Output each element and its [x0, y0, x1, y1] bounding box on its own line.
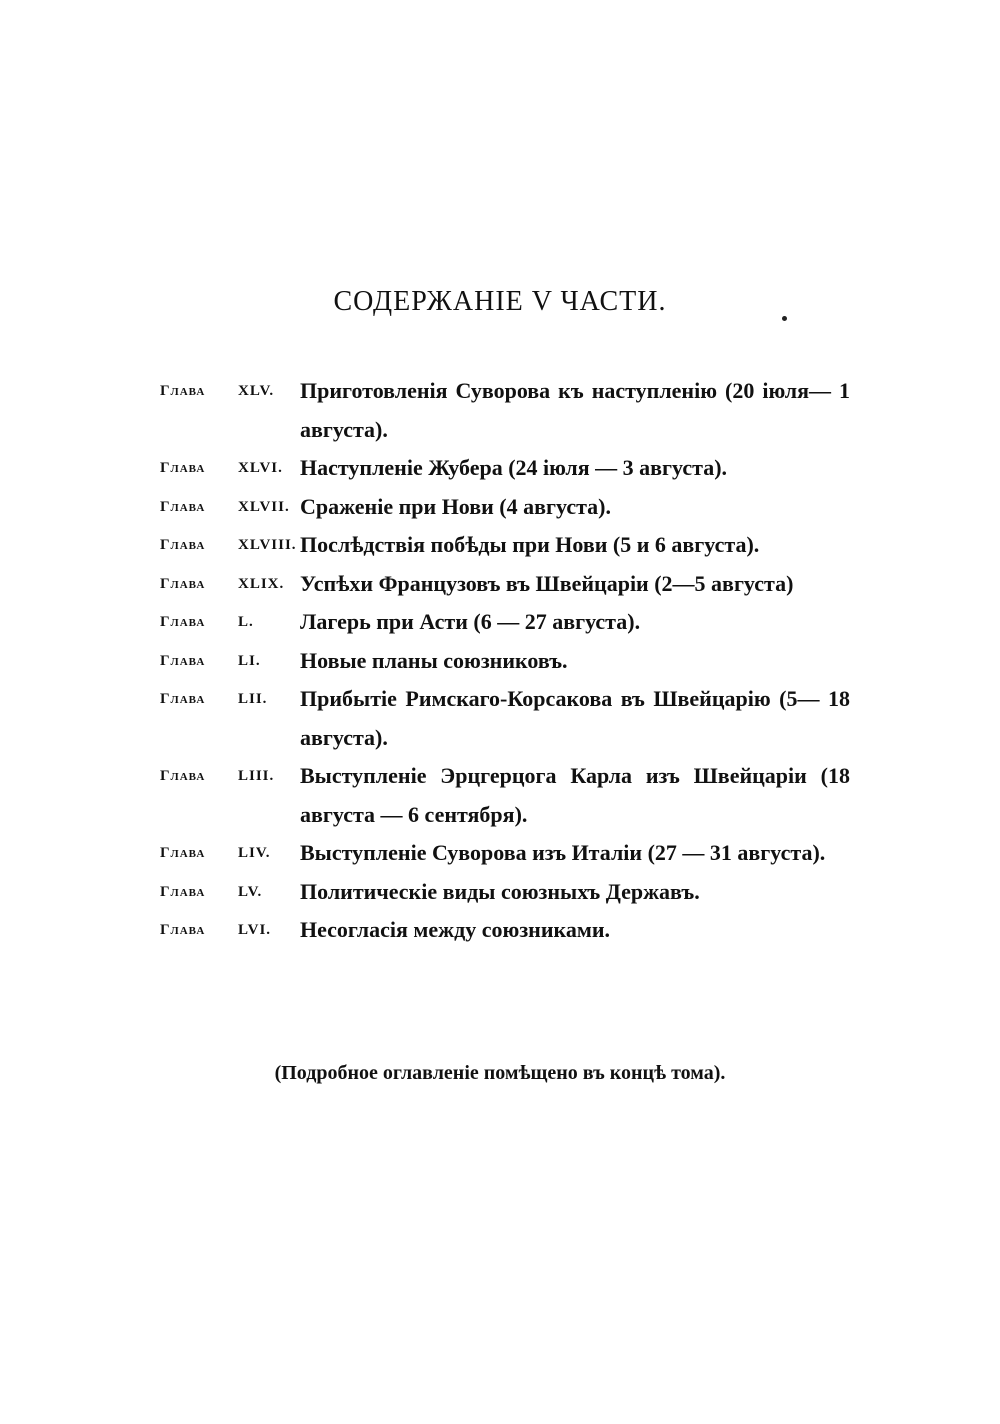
chapter-title: Наступленіе Жубера (24 іюля — 3 августа).	[300, 455, 728, 480]
chapter-numeral: LIII.	[238, 768, 275, 784]
toc-entry-49	[160, 565, 850, 604]
chapter-numeral: XLV.	[238, 383, 275, 399]
chapter-title: Выступленіе Суворова изъ Италіи (27 — 31 августа).	[300, 840, 826, 865]
chapter-numeral: XLVI.	[238, 460, 283, 476]
toc-entry-47	[160, 488, 850, 527]
toc-entry-45	[160, 372, 850, 449]
chapter-numeral: LI.	[238, 652, 261, 669]
chapter-label: Глава	[160, 498, 206, 515]
chapter-title: Сраженіе при Нови (4 августа).	[300, 493, 611, 519]
chapter-label: Глава	[160, 537, 206, 553]
page-title: СОДЕРЖАНІЕ V ЧАСТИ.	[333, 286, 667, 317]
chapter-label: Глава	[160, 575, 206, 592]
chapter-title: Политическіе виды союзныхъ Державъ.	[300, 878, 700, 904]
chapter-label: Глава	[160, 614, 206, 630]
chapter-label: Глава	[160, 768, 206, 784]
chapter-title: Приготовленія Суворова къ наступленію (20 іюля— 1 августа).	[300, 378, 850, 442]
toc-entry-48	[160, 526, 850, 565]
table-of-contents	[160, 372, 850, 950]
chapter-title: Несогласія между союзниками.	[300, 917, 611, 942]
chapter-title: Выступленіе Эрцгерцога Карла изъ Швейцаріи (18 августа — 6 сентября).	[300, 763, 850, 827]
chapter-numeral: LV.	[238, 883, 263, 900]
chapter-label: Глава	[160, 460, 206, 476]
chapter-numeral: L.	[238, 614, 254, 630]
footer-note: (Подробное оглавленіе помѣщено въ концѣ тома).	[274, 1062, 726, 1084]
chapter-numeral: XLVII.	[238, 498, 290, 515]
chapter-label: Глава	[160, 922, 206, 938]
chapter-label: Глава	[160, 383, 206, 399]
chapter-label: Глава	[160, 691, 206, 707]
toc-entry-50	[160, 603, 850, 642]
toc-entry-56	[160, 911, 850, 950]
toc-entry-52	[160, 680, 850, 757]
chapter-numeral: XLVIII.	[238, 537, 297, 553]
chapter-title: Лагерь при Асти (6 — 27 августа).	[300, 609, 641, 634]
toc-entry-53	[160, 757, 850, 834]
chapter-numeral: LII.	[238, 691, 268, 707]
print-speck	[782, 316, 787, 321]
toc-entry-54	[160, 834, 850, 873]
chapter-label: Глава	[160, 845, 206, 861]
chapter-label: Глава	[160, 652, 206, 669]
chapter-title: Прибытіе Римскаго-Корсакова въ Швейцарію (5— 18 августа).	[300, 686, 850, 750]
chapter-label: Глава	[160, 883, 206, 900]
chapter-title: Новые планы союзниковъ.	[300, 647, 568, 673]
chapter-numeral: LVI.	[238, 922, 272, 938]
toc-entry-51	[160, 642, 850, 681]
toc-entry-55	[160, 873, 850, 912]
chapter-numeral: XLIX.	[238, 575, 285, 592]
toc-entry-46	[160, 449, 850, 488]
chapter-title: Послѣдствія побѣды при Нови (5 и 6 августа).	[300, 532, 760, 557]
chapter-title: Успѣхи Французовъ въ Швейцаріи (2—5 августа)	[300, 570, 794, 596]
chapter-numeral: LIV.	[238, 845, 271, 861]
